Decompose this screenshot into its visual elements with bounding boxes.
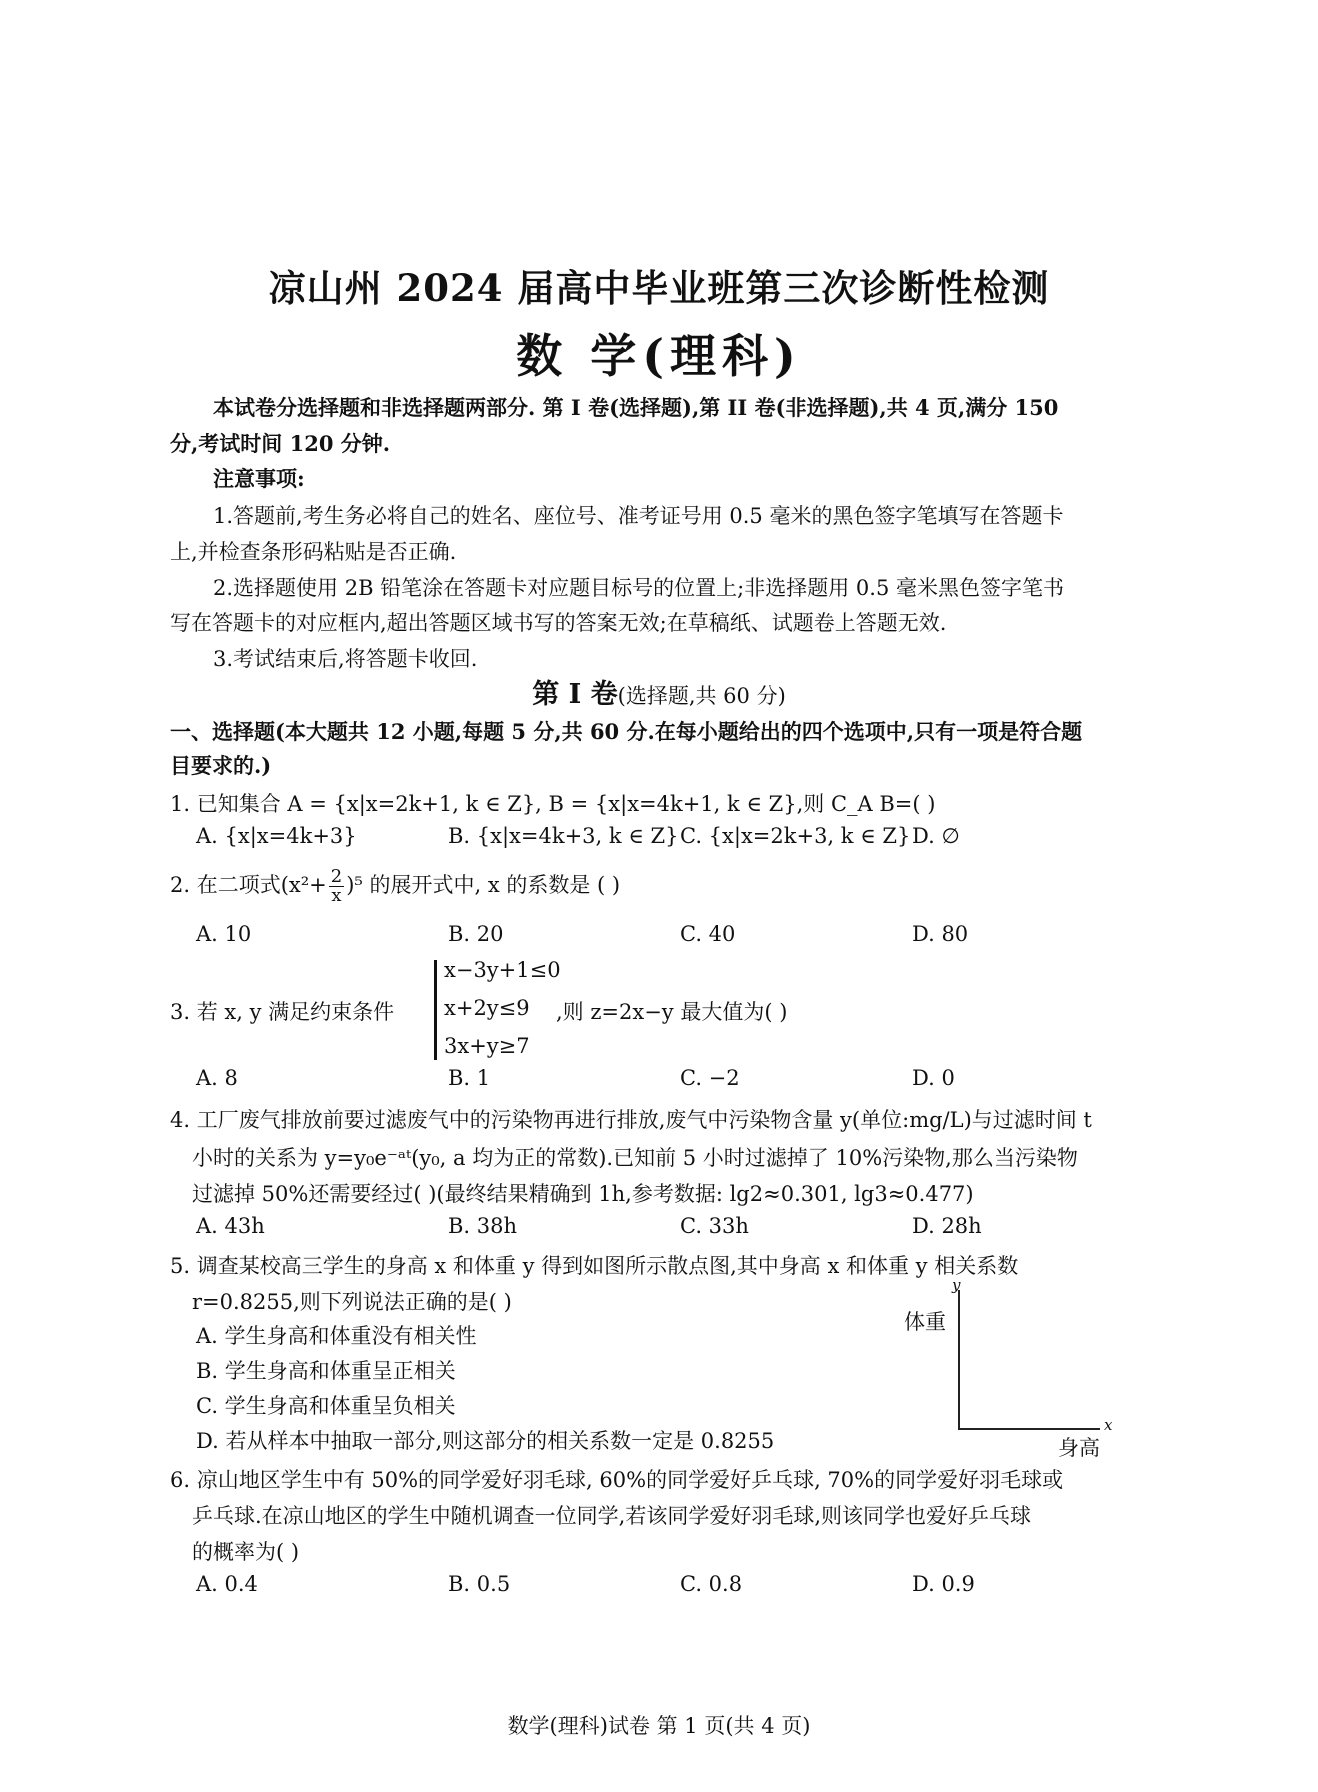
q4-option-a: A. 43h <box>196 1214 265 1238</box>
q3-brace <box>434 960 437 1060</box>
q2-option-d: D. 80 <box>912 922 969 946</box>
section-heading <box>0 672 1318 711</box>
q6-line-1: 6. 凉山地区学生中有 50%的同学爱好羽毛球, 60%的同学爱好乒乓球, 70%的同学爱好羽毛球或 <box>170 1468 1064 1492</box>
q3-stem-post: ,则 z=2x−y 最大值为( ) <box>556 1000 788 1024</box>
q5-option-c: C. 学生身高和体重呈负相关 <box>196 1394 456 1418</box>
q4-option-d: D. 28h <box>912 1214 982 1238</box>
q2-option-a: A. 10 <box>196 922 252 946</box>
part-instructions-2: 目要求的.) <box>170 753 272 778</box>
scatter-y-axis <box>958 1290 960 1430</box>
q6-option-a: A. 0.4 <box>196 1572 258 1596</box>
page-footer: 数学(理科)试卷 第 1 页(共 4 页) <box>507 1714 811 1738</box>
q5-option-b: B. 学生身高和体重呈正相关 <box>196 1359 456 1383</box>
scatter-x-axis-letter: x <box>1104 1416 1113 1434</box>
q2-option-c: C. 40 <box>680 922 736 946</box>
q6-option-b: B. 0.5 <box>448 1572 511 1596</box>
q3-constraint-2: x+2y≤9 <box>444 996 530 1020</box>
q5-option-d: D. 若从样本中抽取一部分,则这部分的相关系数一定是 0.8255 <box>196 1429 775 1453</box>
q1-option-b: B. {x|x=4k+3, k ∈ Z} <box>448 824 679 848</box>
q2-stem-pre: 2. 在二项式(x²+ <box>170 873 327 897</box>
scatter-x-label: 身高 <box>1058 1436 1100 1460</box>
q1-option-d: D. ∅ <box>912 824 960 848</box>
exam-title: 凉山州 2024 届高中毕业班第三次诊断性检测 <box>268 266 1050 310</box>
q5-option-a: A. 学生身高和体重没有相关性 <box>196 1324 477 1348</box>
q2-option-b: B. 20 <box>448 922 504 946</box>
q3-option-c: C. −2 <box>680 1066 740 1090</box>
q1-stem: 1. 已知集合 A = {x|x=2k+1, k ∈ Z}, B = {x|x=4k+1, k ∈ Z},则 C_A B=( ) <box>170 792 936 816</box>
notice-1b: 上,并检查条形码粘贴是否正确. <box>170 540 457 564</box>
q4-line-3: 过滤掉 50%还需要经过( )(最终结果精确到 1h,参考数据: lg2≈0.301, lg3≈0.477) <box>192 1182 974 1206</box>
q3-constraint-3: 3x+y≥7 <box>444 1034 530 1058</box>
scatter-x-axis <box>958 1428 1100 1430</box>
part-instructions-1: 一、选择题(本大题共 12 小题,每题 5 分,共 60 分.在每小题给出的四个选项中,只有一项是符合题 <box>170 719 1083 744</box>
q4-option-b: B. 38h <box>448 1214 518 1238</box>
q6-option-c: C. 0.8 <box>680 1572 743 1596</box>
q5-line-1: 5. 调查某校高三学生的身高 x 和体重 y 得到如图所示散点图,其中身高 x 和体重 y 相关系数 <box>170 1254 1019 1278</box>
scatter-y-label: 体重 <box>904 1310 946 1334</box>
q2-fraction <box>329 868 344 905</box>
q2-frac-den: x <box>331 885 342 906</box>
q4-line-2: 小时的关系为 y=y₀e⁻ᵃᵗ(y₀, a 均为正的常数).已知前 5 小时过滤掉了 10%污染物,那么当污染物 <box>192 1146 1078 1170</box>
notice-2a: 2.选择题使用 2B 铅笔涂在答题卡对应题目标号的位置上;非选择题用 0.5 毫米黑色签字笔书 <box>213 576 1064 600</box>
section-title: 第 I 卷 <box>532 679 618 710</box>
intro-line-2: 分,考试时间 120 分钟. <box>170 431 391 456</box>
scatter-y-axis-letter: y <box>952 1276 961 1294</box>
q3-option-d: D. 0 <box>912 1066 955 1090</box>
notice-title: 注意事项: <box>213 466 305 491</box>
q2-frac-num: 2 <box>330 866 343 887</box>
q5-line-2: r=0.8255,则下列说法正确的是( ) <box>192 1290 512 1314</box>
q2-stem <box>170 868 620 905</box>
intro-line-1: 本试卷分选择题和非选择题两部分. 第 I 卷(选择题),第 II 卷(非选择题),共 4 页,满分 150 <box>213 395 1059 420</box>
q6-option-d: D. 0.9 <box>912 1572 975 1596</box>
q3-constraint-1: x−3y+1≤0 <box>444 958 561 982</box>
q3-option-a: A. 8 <box>196 1066 238 1090</box>
q4-option-c: C. 33h <box>680 1214 749 1238</box>
q1-option-a: A. {x|x=4k+3} <box>196 824 357 848</box>
q2-stem-post: )⁵ 的展开式中, x 的系数是 ( ) <box>346 873 621 897</box>
q1-option-c: C. {x|x=2k+3, k ∈ Z} <box>680 824 911 848</box>
q3-option-b: B. 1 <box>448 1066 491 1090</box>
notice-3: 3.考试结束后,将答题卡收回. <box>213 647 478 671</box>
notice-2b: 写在答题卡的对应框内,超出答题区域书写的答案无效;在草稿纸、试题卷上答题无效. <box>170 611 947 635</box>
q4-line-1: 4. 工厂废气排放前要过滤废气中的污染物再进行排放,废气中污染物含量 y(单位:mg/L)与过滤时间 t <box>170 1108 1092 1132</box>
q6-line-2: 乒乓球.在凉山地区的学生中随机调查一位同学,若该同学爱好羽毛球,则该同学也爱好乒乓球 <box>192 1504 1032 1528</box>
q3-stem-pre: 3. 若 x, y 满足约束条件 <box>170 1000 395 1024</box>
notice-1a: 1.答题前,考生务必将自己的姓名、座位号、准考证号用 0.5 毫米的黑色签字笔填写在答题卡 <box>213 504 1064 528</box>
section-subtitle: (选择题,共 60 分) <box>617 684 786 708</box>
q6-line-3: 的概率为( ) <box>192 1540 300 1564</box>
subject-title: 数 学(理科) <box>516 329 802 383</box>
